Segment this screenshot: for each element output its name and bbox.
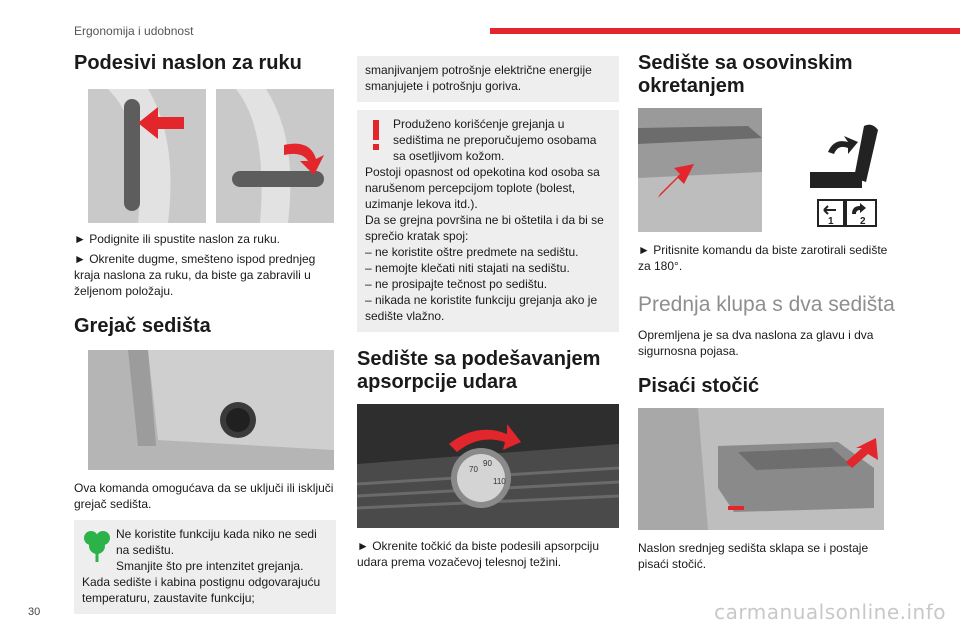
eco-leaf-icon — [82, 528, 112, 562]
eco-note-continued — [357, 56, 619, 102]
watermark: carmanualsonline.info — [714, 600, 946, 624]
dial-label-70: 70 — [469, 465, 478, 474]
seat-heater-title: Grejač sedišta — [74, 315, 211, 337]
column-middle — [357, 56, 619, 574]
swivel-icon-label-1: 1 — [828, 216, 834, 227]
warning-line-4: – ne koristite oštre predmete na sedištu. — [365, 245, 579, 259]
shock-seat-text: ► Okrenite točkić da biste podesili apsorpciju udara prema vozačevoj telesnoj težini. — [357, 539, 599, 569]
warning-exclamation-icon — [365, 118, 387, 152]
eco-note-line-4: smanjivanjem potrošnje električne energije smanjujete i potrošnju goriva. — [365, 63, 592, 93]
warning-note — [357, 110, 619, 332]
column-right — [638, 52, 900, 576]
armrest-step-2: ► Okrenite dugme, smešteno ispod prednjeg kraja naslona za ruku, da biste ga zabravili u željenom položaju. — [74, 252, 316, 298]
swivel-seat-text: ► Pritisnite komandu da biste zarotirali sedište za 180°. — [638, 243, 888, 273]
armrest-step-1: ► Podignite ili spustite naslon za ruku. — [74, 232, 280, 246]
bench-text: Opremljena je sa dva naslona za glavu i dva sigurnosna pojasa. — [638, 328, 874, 358]
column-left — [74, 52, 336, 622]
swivel-icon-label-2: 2 — [860, 216, 866, 227]
page-number: 30 — [28, 606, 41, 618]
eco-note — [74, 520, 336, 614]
warning-line-6: – ne prosipajte tečnost po sedištu. — [365, 277, 548, 291]
warning-line-7: – nikada ne koristite funkciju grejanja ako je sedište vlažno. — [365, 293, 598, 323]
desk-title: Pisaći stočić — [638, 375, 760, 397]
shock-seat-title: Sedište sa podešavanjem apsorpcije udara — [357, 348, 601, 393]
eco-note-line-1: Ne koristite funkciju kada niko ne sedi na sedištu. — [116, 527, 317, 557]
shock-seat-illustration — [357, 404, 619, 528]
warning-line-5: – nemojte klečati niti stajati na sedištu. — [365, 261, 570, 275]
desk-text: Naslon srednjeg sedišta sklapa se i postaje pisaći stočić. — [638, 541, 869, 571]
header-section-title: Ergonomija i udobnost — [74, 24, 194, 38]
warning-line-2: Postoji opasnost od opekotina kod osoba sa narušenom percepcijom toplote (bolest, uzimanje lekova itd.). — [365, 165, 600, 211]
dial-label-110: 110 — [493, 477, 506, 486]
desk-illustration — [638, 408, 884, 530]
swivel-seat-title: Sedište sa osovinskim okretanjem — [638, 52, 853, 97]
warning-line-3: Da se grejna površina ne bi oštetila i da bi se sprečio kratak spoj: — [365, 213, 604, 243]
dial-label-90: 90 — [483, 459, 492, 468]
armrest-title: Podesivi naslon za ruku — [74, 52, 302, 74]
bench-title: Prednja klupa s dva sedišta — [638, 293, 895, 316]
swivel-seat-illustration — [638, 108, 884, 232]
warning-line-1: Produženo korišćenje grejanja u sedištima ne preporučujemo osobama sa osetljivom kožom. — [393, 117, 597, 163]
seat-heater-illustration — [88, 350, 334, 470]
header-accent-bar — [490, 28, 960, 34]
armrest-illustration — [88, 89, 334, 223]
eco-note-line-3: Kada sedište i kabina postignu odgovarajuću temperaturu, zaustavite funkciju; — [82, 575, 321, 605]
eco-note-line-2: Smanjite što pre intenzitet grejanja. — [116, 559, 304, 573]
seat-heater-text: Ova komanda omogućava da se uključi ili isključi grejač sedišta. — [74, 481, 334, 511]
